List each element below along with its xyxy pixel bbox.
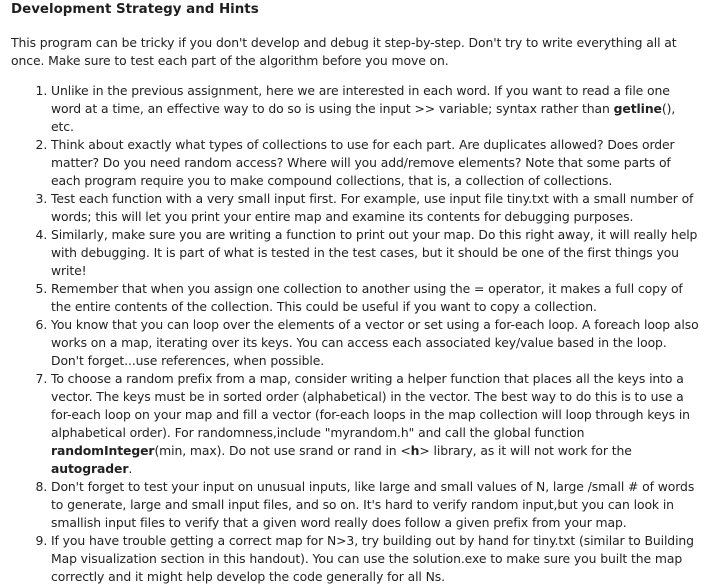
hint-item	[51, 532, 701, 586]
hints-list	[11, 82, 701, 586]
hint-text: Unlike in the previous assignment, here we are interested in each word. If you want to read a file one word at a time, an effective way to do so is using the input >> variable; syntax rather than	[51, 83, 670, 116]
hint-item	[51, 280, 701, 316]
hint-bold-term: h	[410, 443, 420, 458]
hint-text: Test each function with a very small input first. For example, use input file tiny.txt with a small number of words; this will let you print your entire map and examine its contents for debugging purposes.	[51, 191, 694, 224]
hint-item	[51, 136, 701, 190]
hint-item	[51, 316, 701, 370]
hint-item	[51, 82, 701, 136]
hint-text: (), etc.	[51, 101, 676, 134]
section-heading: Development Strategy and Hints	[11, 2, 259, 17]
hint-bold-term: getline	[613, 101, 662, 116]
hint-text: Don't forget to test your input on unusual inputs, like large and small values of N, large /small # of words to generate, large and small input files, and so on. It's hard to verify random input,but you can look in smallish input files to verify that a given word really does follow a given prefix from your map.	[51, 479, 695, 530]
hint-item	[51, 478, 701, 532]
hint-bold-term: autograder	[51, 461, 129, 476]
hint-text: Remember that when you assign one collection to another using the = operator, it makes a full copy of the entire contents of the collection. This could be useful if you want to copy a collection.	[51, 281, 683, 314]
hint-text: > library, as it will not work for the	[419, 443, 632, 458]
hint-text: To choose a random prefix from a map, consider writing a helper function that places all the keys into a vector. The keys must be in sorted order (alphabetical) in the vector. The best way to do this is to use a for-each loop on your map and fill a vector (for-each loops in the map collection will loop through keys in alphabetical order). For randomness,include "myrandom.h" and call the global function	[51, 371, 690, 440]
hint-item	[51, 190, 701, 226]
hint-text: You know that you can loop over the elements of a vector or set using a for-each loop. A foreach loop also works on a map, iterating over its keys. You can access each associated key/value based in the loop. Don't forget...use references, when possible.	[51, 317, 699, 368]
hint-bold-term: randomInteger	[51, 443, 155, 458]
hint-text: Think about exactly what types of collections to use for each part. Are duplicates allowed? Does order matter? Do you need random access? Where will you add/remove elements? Note that some parts of each program require you to make compound collections, that is, a collection of collections.	[51, 137, 675, 188]
hint-item	[51, 226, 701, 280]
hint-text: (min, max). Do not use srand or rand in <	[154, 443, 411, 458]
intro-paragraph: This program can be tricky if you don't develop and debug it step-by-step. Don't try to write everything all at once. Make sure to test each part of the algorithm before you move on.	[11, 35, 677, 68]
hint-text: .	[128, 461, 133, 476]
hint-item	[51, 370, 701, 478]
hint-text: If you have trouble getting a correct map for N>3, try building out by hand for tiny.txt (similar to Building Map visualization section in this handout). You can use the solution.exe to make sure you built the map correctly and it might help develop the code generally for all Ns.	[51, 533, 694, 584]
hint-text: Similarly, make sure you are writing a function to print out your map. Do this right away, it will really help with debugging. It is part of what is tested in the test cases, but it should be one of the first things you write!	[51, 227, 698, 278]
